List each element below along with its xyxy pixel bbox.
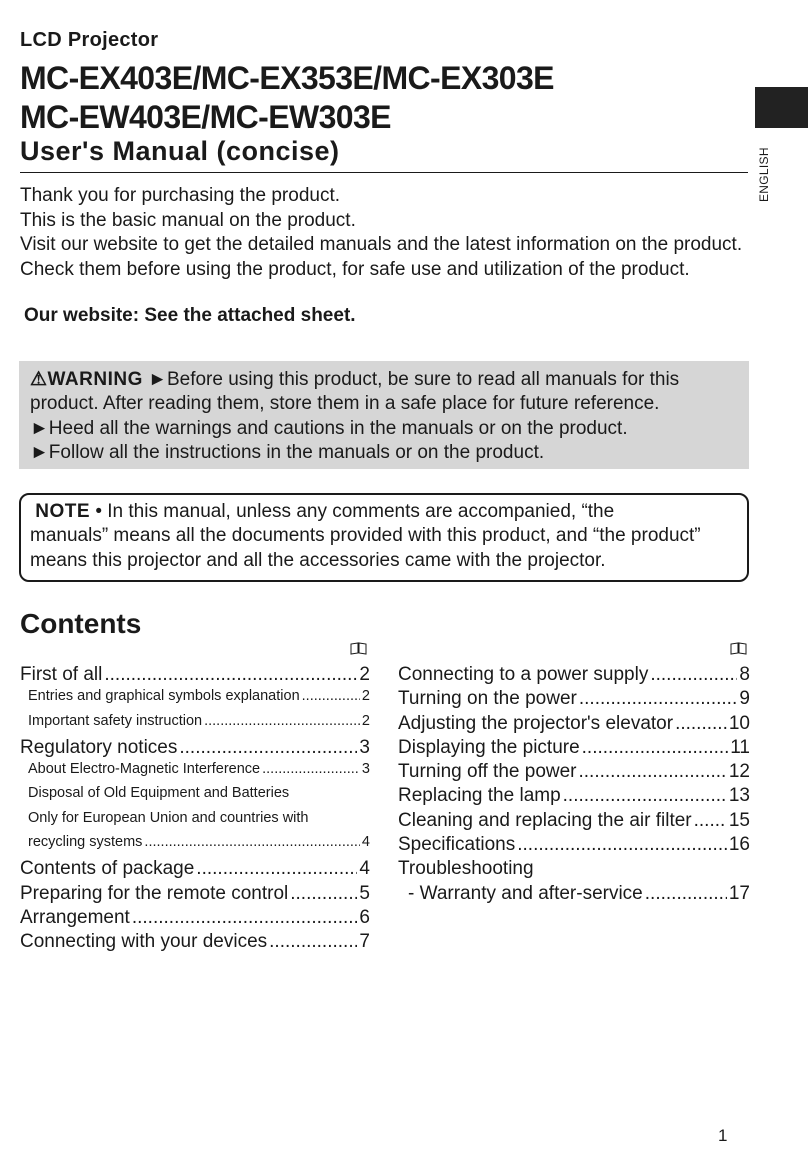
toc-entry-title: About Electro-Magnetic Interference	[28, 761, 261, 778]
toc-leader-dots	[517, 834, 727, 856]
document-type: LCD Projector	[20, 29, 159, 51]
toc-entry-title: - Warranty and after-service	[408, 882, 643, 904]
toc-entry[interactable]	[20, 810, 370, 834]
note-label: NOTE	[35, 501, 91, 522]
toc-entry-page: 9	[739, 688, 750, 710]
toc-entry-page: 5	[359, 882, 370, 904]
toc-entry-title: Arrangement	[20, 906, 130, 928]
toc-entry[interactable]	[398, 785, 750, 809]
warning-line: ►Before using this product, be sure to read all manuals for this	[148, 369, 680, 390]
toc-leader-dots	[104, 664, 357, 686]
toc-entry-title: Important safety instruction	[28, 712, 203, 729]
warning-line: ►Heed all the warnings and cautions in the manuals or on the product.	[30, 417, 628, 439]
warning-text	[30, 368, 746, 465]
toc-entry[interactable]	[20, 858, 370, 882]
toc-entry-page: 2	[359, 664, 370, 685]
toc-leader-dots	[302, 688, 360, 704]
toc-entry-page: 3	[359, 736, 370, 758]
book-icon	[730, 642, 747, 655]
model-numbers-line-1: MC-EX403E/MC-EX353E/MC-EX303E	[20, 60, 554, 96]
toc-entry-title: Connecting to a power supply	[398, 664, 649, 685]
toc-entry[interactable]	[20, 931, 370, 955]
toc-leader-dots	[204, 713, 360, 729]
toc-entry-title: First of all	[20, 664, 103, 685]
model-numbers-line-2: MC-EW403E/MC-EW303E	[20, 99, 391, 135]
toc-entry-page: 4	[359, 858, 370, 880]
note-line: manuals” means all the documents provided with this product, and “the product”	[30, 525, 701, 547]
toc-entry-title: Displaying the picture	[398, 736, 580, 758]
toc-entry-title: Turning off the power	[398, 761, 577, 783]
intro-text	[20, 184, 750, 282]
toc-leader-dots	[579, 688, 738, 710]
toc-entry-page: 13	[728, 785, 750, 807]
title-divider	[20, 172, 748, 173]
toc-entry-title: Regulatory notices	[20, 736, 178, 758]
toc-entry[interactable]	[20, 664, 370, 688]
toc-entry[interactable]	[20, 713, 370, 737]
intro-line: Visit our website to get the detailed manuals and the latest information on the product. Check them before using the product, for safe use and utilization of the product.	[20, 234, 743, 280]
toc-entry-page: 15	[728, 809, 750, 831]
toc-entry-page: 10	[728, 712, 750, 734]
toc-entry[interactable]	[20, 688, 370, 712]
contents-heading: Contents	[20, 608, 142, 639]
toc-entry-page: 8	[739, 664, 750, 685]
toc-entry-page: 2	[361, 712, 370, 729]
toc-leader-dots	[645, 883, 727, 905]
toc-leader-dots	[262, 761, 360, 777]
warning-label: ⚠WARNING	[30, 369, 143, 390]
toc-entry[interactable]	[398, 858, 750, 882]
language-label-text: ENGLISH	[757, 147, 771, 202]
toc-entry-page: 16	[728, 834, 750, 856]
contents-right-column	[398, 664, 750, 907]
intro-line: Thank you for purchasing the product.	[20, 185, 341, 206]
toc-entry-page: 2	[361, 688, 370, 705]
book-icon	[350, 642, 367, 655]
toc-entry-title: Cleaning and replacing the air filter	[398, 809, 692, 831]
toc-entry[interactable]	[398, 688, 750, 712]
toc-leader-dots	[144, 834, 360, 850]
toc-leader-dots	[675, 713, 727, 735]
toc-entry[interactable]	[398, 737, 750, 761]
toc-entry-title: Specifications	[398, 834, 516, 856]
toc-leader-dots	[579, 761, 727, 783]
toc-leader-dots	[290, 883, 357, 905]
note-text	[30, 500, 746, 573]
warning-line: ►Follow all the instructions in the manuals or on the product.	[30, 441, 545, 463]
toc-entry-title: recycling systems	[28, 834, 143, 851]
toc-leader-dots	[196, 858, 357, 880]
toc-leader-dots	[179, 737, 357, 759]
toc-entry-title: Entries and graphical symbols explanation	[28, 688, 300, 705]
toc-entry-title: Replacing the lamp	[398, 785, 561, 807]
note-line: • In this manual, unless any comments are accompanied, “the	[90, 501, 615, 522]
toc-entry[interactable]	[398, 810, 750, 834]
toc-entry[interactable]	[20, 907, 370, 931]
warning-line: product. After reading them, store them in a safe place for future reference.	[30, 393, 660, 415]
toc-entry[interactable]	[398, 834, 750, 858]
toc-entry-title: Contents of package	[20, 858, 195, 880]
toc-entry-page: 7	[359, 931, 370, 953]
toc-entry-title: Only for European Union and countries with	[28, 809, 309, 826]
website-note: Our website: See the attached sheet.	[24, 305, 356, 326]
contents-left-column	[20, 664, 370, 956]
manual-title: User's Manual (concise)	[20, 136, 340, 166]
toc-entry[interactable]	[398, 761, 750, 785]
language-tab	[755, 87, 808, 128]
toc-entry-title: Preparing for the remote control	[20, 882, 289, 904]
toc-leader-dots	[582, 737, 729, 759]
toc-entry[interactable]	[398, 883, 750, 907]
toc-entry-title: Connecting with your devices	[20, 931, 268, 953]
toc-entry[interactable]	[20, 761, 370, 785]
toc-entry-title: Adjusting the projector's elevator	[398, 712, 674, 734]
toc-entry-page: 11	[730, 736, 750, 758]
page-number: 1	[718, 1126, 728, 1145]
toc-leader-dots	[563, 785, 727, 807]
toc-leader-dots	[132, 907, 358, 929]
toc-entry[interactable]	[20, 785, 370, 809]
intro-line: This is the basic manual on the product.	[20, 209, 356, 231]
toc-entry-title: Troubleshooting	[398, 858, 534, 880]
toc-entry-title: Turning on the power	[398, 688, 577, 710]
language-label	[749, 147, 779, 212]
toc-entry[interactable]	[20, 883, 370, 907]
toc-entry-page: 12	[728, 761, 750, 783]
toc-leader-dots	[694, 810, 727, 832]
toc-entry[interactable]	[398, 713, 750, 737]
toc-entry[interactable]	[20, 834, 370, 858]
toc-entry-page: 17	[728, 882, 750, 904]
toc-leader-dots	[650, 664, 737, 686]
toc-entry-page: 4	[361, 834, 370, 851]
toc-entry[interactable]	[398, 664, 750, 688]
toc-entry[interactable]	[20, 737, 370, 761]
toc-leader-dots	[269, 931, 357, 953]
toc-entry-page: 6	[359, 906, 370, 928]
toc-entry-page: 3	[361, 761, 370, 778]
note-line: means this projector and all the accessories came with the projector.	[30, 549, 606, 571]
toc-entry-title: Disposal of Old Equipment and Batteries	[28, 785, 290, 802]
